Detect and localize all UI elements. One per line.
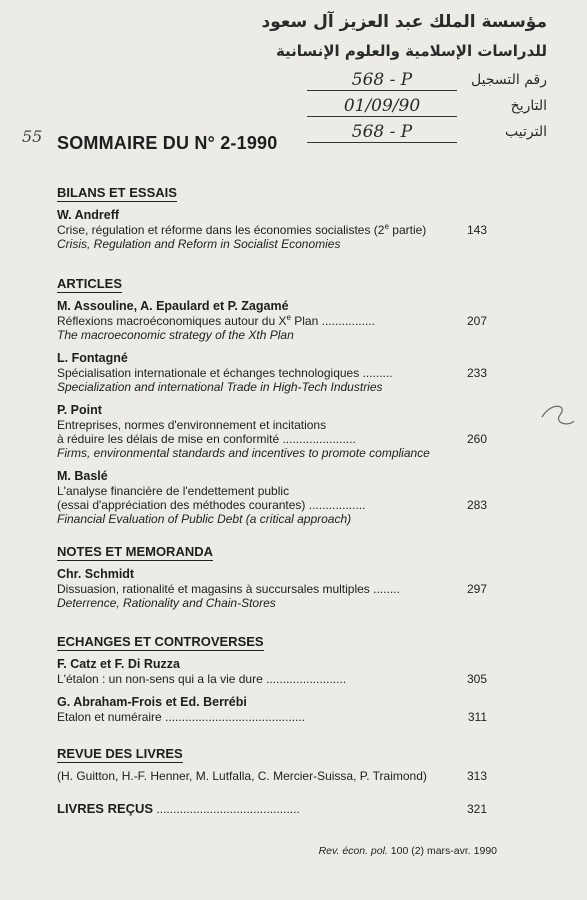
entry-title-text: Plan ................ bbox=[290, 314, 375, 328]
entry-title-text: Etalon et numéraire .......................................... bbox=[57, 710, 306, 724]
toc-entry bbox=[57, 657, 487, 686]
entry-author: Chr. Schmidt bbox=[57, 567, 135, 581]
entry-page-number: 313 bbox=[466, 769, 487, 783]
entry-title-fr-first-line bbox=[57, 484, 487, 498]
entry-author: G. Abraham-Frois et Ed. Berrébi bbox=[57, 695, 247, 709]
stamp-row-value: 568 - P bbox=[307, 70, 457, 91]
superscript: e bbox=[286, 313, 291, 322]
toc-entry bbox=[57, 695, 487, 724]
handwritten-flourish-icon bbox=[538, 395, 578, 435]
section-heading: ECHANGES ET CONTROVERSES bbox=[57, 634, 264, 649]
toc-entry bbox=[57, 403, 487, 460]
stamp-row-classification bbox=[282, 122, 547, 150]
superscript: e bbox=[384, 222, 389, 231]
toc-entry bbox=[57, 469, 487, 526]
entry-title-text: à réduire les délais de mise en conformité ...................... bbox=[57, 432, 356, 446]
entry-page-number: 207 bbox=[466, 314, 487, 328]
entry-page-number: 283 bbox=[466, 498, 487, 512]
section-heading: ARTICLES bbox=[57, 276, 122, 291]
entry-author: M. Assouline, A. Epaulard et P. Zagamé bbox=[57, 299, 289, 313]
entry-title-en: Financial Evaluation of Public Debt (a critical approach) bbox=[57, 512, 352, 526]
entry-title-text: Crise, régulation et réforme dans les économies socialistes (2 bbox=[57, 223, 385, 237]
section-articles bbox=[57, 275, 487, 535]
entry-page-number: 311 bbox=[467, 710, 487, 724]
entry-title-text: L'étalon : un non-sens qui a la vie dure ........................ bbox=[57, 672, 347, 686]
registration-stamp bbox=[261, 12, 547, 152]
entry-author: W. Andreff bbox=[57, 208, 120, 222]
stamp-institution-name: مؤسسة الملك عبد العزيز آل سعود bbox=[261, 12, 547, 32]
entry-page-number: 321 bbox=[466, 802, 487, 816]
toc-entry bbox=[57, 769, 487, 783]
entry-page-number: 143 bbox=[466, 223, 487, 237]
section-echanges-et-controverses bbox=[57, 633, 487, 733]
section-livres-recus bbox=[57, 802, 487, 816]
entry-title-fr bbox=[57, 672, 487, 686]
entry-title-fr bbox=[57, 366, 487, 380]
section-heading: LIVRES REÇUS bbox=[57, 801, 154, 816]
page-title: SOMMAIRE DU N° 2-1990 bbox=[57, 133, 278, 153]
stamp-row-date bbox=[282, 96, 547, 124]
entry-title-fr bbox=[57, 710, 487, 724]
stamp-row-value: 01/09/90 bbox=[307, 96, 457, 117]
section-notes-et-memoranda bbox=[57, 543, 487, 619]
stamp-row-registration bbox=[282, 70, 547, 98]
leader-dots: ........................................... bbox=[156, 802, 300, 816]
stamp-row-label: التاريخ bbox=[510, 98, 547, 114]
stamp-row-label: الترتيب bbox=[505, 124, 547, 140]
entry-title-fr bbox=[57, 314, 487, 328]
entry-author: P. Point bbox=[57, 403, 102, 417]
entry-title-en: Specialization and international Trade in High-Tech Industries bbox=[57, 380, 383, 394]
entry-title-en: Deterrence, Rationality and Chain-Stores bbox=[57, 596, 276, 610]
entry-author: L. Fontagné bbox=[57, 351, 128, 365]
entry-author: M. Baslé bbox=[57, 469, 108, 483]
entry-page-number: 233 bbox=[466, 366, 487, 380]
section-revue-des-livres bbox=[57, 745, 487, 792]
entry-reviewers bbox=[57, 769, 487, 783]
entry-title-text: Entreprises, normes d'environnement et incitations bbox=[57, 418, 327, 432]
entry-title-fr bbox=[57, 223, 487, 237]
entry-title-text: partie) bbox=[388, 223, 427, 237]
entry-page-number: 297 bbox=[466, 582, 487, 596]
toc-entry bbox=[57, 208, 487, 251]
entry-page-number: 305 bbox=[466, 672, 487, 686]
entry-title-text: (H. Guitton, H.-F. Henner, M. Lutfalla, C. Mercier-Suissa, P. Traimond) bbox=[57, 769, 427, 783]
stamp-row-value: 568 - P bbox=[307, 122, 457, 143]
stamp-institution-subtitle: للدراسات الإسلامية والعلوم الإنسانية bbox=[275, 42, 547, 60]
section-bilans-et-essais bbox=[57, 184, 487, 260]
entry-title-fr bbox=[57, 498, 487, 512]
toc-entry bbox=[57, 351, 487, 394]
entry-title-text: L'analyse financière de l'endettement public bbox=[57, 484, 290, 498]
entry-title-fr bbox=[57, 432, 487, 446]
entry-title-text: (essai d'appréciation des méthodes courantes) ................. bbox=[57, 498, 366, 512]
livres-recus-line bbox=[57, 802, 487, 816]
entry-page-number: 260 bbox=[466, 432, 487, 446]
entry-title-en: The macroeconomic strategy of the Xth Plan bbox=[57, 328, 294, 342]
toc-entry bbox=[57, 299, 487, 342]
journal-issue: 100 (2) mars-avr. 1990 bbox=[390, 845, 497, 857]
section-heading: REVUE DES LIVRES bbox=[57, 746, 183, 761]
entry-title-en: Firms, environmental standards and incentives to promote compliance bbox=[57, 446, 430, 460]
section-heading: NOTES ET MEMORANDA bbox=[57, 544, 213, 559]
toc-entry bbox=[57, 567, 487, 610]
section-heading: BILANS ET ESSAIS bbox=[57, 185, 177, 200]
entry-title-fr bbox=[57, 582, 487, 596]
journal-name: Rev. écon. pol. bbox=[318, 845, 388, 857]
entry-title-text: Réflexions macroéconomiques autour du X bbox=[57, 314, 287, 328]
stamp-row-label: رقم التسجيل bbox=[471, 72, 547, 88]
entry-title-en: Crisis, Regulation and Reform in Socialist Economies bbox=[57, 237, 341, 251]
journal-citation bbox=[319, 845, 497, 857]
entry-title-text: Dissuasion, rationalité et magasins à succursales multiples ........ bbox=[57, 582, 400, 596]
entry-title-text: Spécialisation internationale et échanges technologiques ......... bbox=[57, 366, 393, 380]
entry-author: F. Catz et F. Di Ruzza bbox=[57, 657, 180, 671]
handwritten-margin-mark: 55 bbox=[22, 127, 43, 146]
entry-title-fr-first-line bbox=[57, 418, 487, 432]
